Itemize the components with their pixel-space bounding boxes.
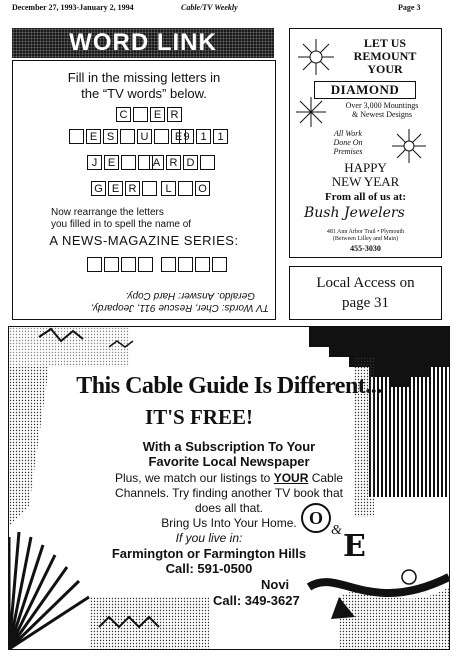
letter-cell[interactable]: E <box>108 181 123 196</box>
mountings-line: & Newest Designs <box>352 110 412 119</box>
area-farmington: Farmington or Farmington Hills <box>111 546 307 561</box>
oe-logo-o: O <box>301 503 331 533</box>
letter-cell[interactable]: C <box>116 107 131 122</box>
letter-cell: 1 <box>213 129 228 144</box>
diamond-label: DIAMOND <box>314 81 416 99</box>
letter-cell[interactable]: U <box>137 129 152 144</box>
publication-name: Cable/TV Weekly <box>181 3 238 12</box>
letter-cell: 1 <box>196 129 211 144</box>
mountings-text <box>326 101 438 119</box>
word-link-title: WORD LINK <box>12 28 274 58</box>
answer-line: TV Words: Cher, Rescue 911, Jeopardy, <box>90 302 269 313</box>
rearrange-line: you filled in to spell the name of <box>51 219 192 230</box>
work-line: Done On <box>333 138 363 147</box>
answer-cell[interactable] <box>138 257 153 272</box>
body-line <box>49 471 409 486</box>
free-subhead: IT'S FREE! <box>145 405 253 429</box>
letter-cell[interactable] <box>154 129 169 144</box>
word-row-3 <box>87 155 153 170</box>
local-access-line2: page 31 <box>341 295 390 311</box>
area-novi: Novi <box>261 577 290 592</box>
answer-word-1 <box>87 257 153 272</box>
bush-jewelers-logo: Bush Jewelers <box>304 205 405 221</box>
from-text: From all of us at: <box>324 191 407 203</box>
remount-heading <box>330 37 440 76</box>
greeting-line: HAPPY <box>344 160 387 175</box>
greeting-line: NEW YEAR <box>331 174 400 189</box>
rearrange-instructions <box>51 207 191 231</box>
subscription-line: With a Subscription To Your <box>142 439 316 454</box>
local-access-notice <box>289 266 442 320</box>
body-emphasis: YOUR <box>273 471 309 485</box>
mountings-line: Over 3,000 Mountings <box>345 101 419 110</box>
body-line: does all that. <box>194 501 264 515</box>
letter-cell[interactable]: J <box>87 155 102 170</box>
letter-cell[interactable]: E <box>104 155 119 170</box>
call-farmington: Call: 591-0500 <box>165 561 253 576</box>
instruction-line: Fill in the missing letters in <box>67 70 221 85</box>
jeweler-phone: 455-3030 <box>350 244 381 253</box>
local-access-line1: Local Access on <box>316 275 415 291</box>
answer-line: Geraldo. Answer: Hard Copy. <box>125 290 255 301</box>
letter-cell[interactable] <box>142 181 157 196</box>
issue-date: December 27, 1993-January 2, 1994 <box>12 3 134 12</box>
series-label: A NEWS-MAGAZINE SERIES: <box>49 233 239 248</box>
answer-word-2 <box>161 257 227 272</box>
instruction-line: the “TV words” below. <box>81 86 207 101</box>
letter-cell[interactable]: S <box>103 129 118 144</box>
heading-line: REMOUNT <box>353 49 417 63</box>
call-novi: Call: 349-3627 <box>213 593 300 608</box>
body-line: Channels. Try finding another TV book that <box>115 486 343 500</box>
word-row-4b <box>161 181 210 196</box>
sparkle-icon <box>390 127 428 165</box>
letter-cell[interactable] <box>120 129 135 144</box>
jeweler-ad <box>289 28 442 258</box>
oe-logo-e: E <box>343 529 366 564</box>
answer-cell[interactable] <box>104 257 119 272</box>
letter-cell[interactable]: R <box>125 181 140 196</box>
letter-cell[interactable] <box>121 155 136 170</box>
if-you-live-in: If you live in: <box>175 531 243 545</box>
letter-cell[interactable]: A <box>149 155 164 170</box>
address-line: 481 Ann Arbor Trail • Plymouth <box>326 229 405 235</box>
answer-cell[interactable] <box>195 257 210 272</box>
subscription-line: Favorite Local Newspaper <box>148 454 310 469</box>
letter-cell: 9 <box>179 129 194 144</box>
new-year-greeting <box>290 161 441 189</box>
word-row-2-number <box>179 129 228 144</box>
letter-cell[interactable]: L <box>161 181 176 196</box>
jeweler-address <box>290 229 441 243</box>
answer-cell[interactable] <box>87 257 102 272</box>
cable-guide-body <box>49 471 409 531</box>
letter-cell[interactable] <box>133 107 148 122</box>
letter-cell[interactable]: E <box>171 129 186 144</box>
body-text: Plus, we match our listings to <box>114 471 274 485</box>
word-link-puzzle <box>12 60 276 320</box>
body-line: Bring Us Into Your Home. <box>161 516 297 530</box>
work-line: Premises <box>333 147 363 156</box>
letter-cell[interactable]: D <box>183 155 198 170</box>
answer-cell[interactable] <box>161 257 176 272</box>
letter-cell[interactable]: G <box>91 181 106 196</box>
word-row-4 <box>91 181 157 196</box>
letter-cell[interactable]: R <box>166 155 181 170</box>
word-row-1 <box>116 107 182 122</box>
subscription-text <box>49 439 409 469</box>
heading-line: YOUR <box>367 62 403 76</box>
cable-guide-ad <box>8 326 450 650</box>
letter-cell[interactable] <box>178 181 193 196</box>
word-row-3b <box>149 155 215 170</box>
heading-line: LET US <box>363 36 407 50</box>
answer-cell[interactable] <box>121 257 136 272</box>
answer-cell[interactable] <box>212 257 227 272</box>
page-number: Page 3 <box>398 3 421 12</box>
letter-cell[interactable]: R <box>167 107 182 122</box>
letter-cell[interactable]: E <box>150 107 165 122</box>
answer-cell[interactable] <box>178 257 193 272</box>
body-text: Cable <box>308 471 344 485</box>
letter-cell[interactable] <box>69 129 84 144</box>
word-row-2 <box>69 129 186 144</box>
work-line: All Work <box>334 129 362 138</box>
cable-guide-headline: This Cable Guide Is Different... <box>76 373 382 399</box>
rearrange-line: Now rearrange the letters <box>51 207 164 218</box>
work-text <box>318 129 378 156</box>
letter-cell[interactable]: O <box>195 181 210 196</box>
upside-down-answer <box>13 285 275 315</box>
address-line: (Between Lilley and Main) <box>332 236 399 242</box>
letter-cell[interactable]: E <box>86 129 101 144</box>
oe-logo-ampersand: & <box>331 523 342 538</box>
sparkle-icon <box>294 95 328 129</box>
letter-cell[interactable] <box>200 155 215 170</box>
word-link-instructions <box>13 70 275 102</box>
